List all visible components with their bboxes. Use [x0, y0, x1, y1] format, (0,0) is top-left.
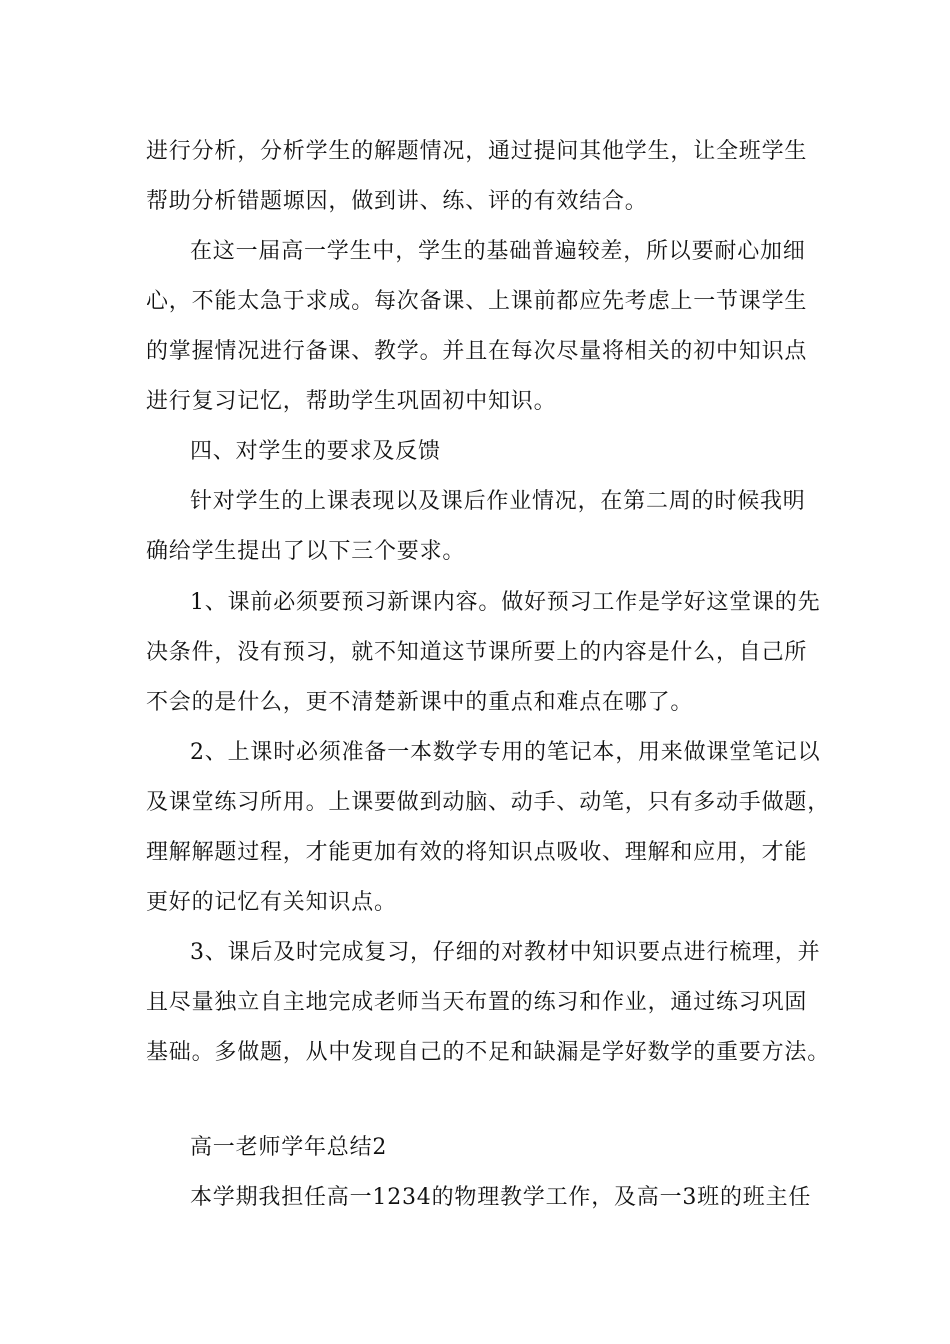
text-line: 帮助分析错题塬因，做到讲、练、评的有效结合。 — [146, 189, 648, 214]
paragraph-first-line: 本学期我担任高一1234的物理教学工作，及高一3班的班主任 — [190, 1185, 812, 1210]
list-item-3-line: 3、课后及时完成复习，仔细的对教材中知识要点进行梳理，并 — [190, 940, 821, 965]
text-line: 确给学生提出了以下三个要求。 — [146, 539, 466, 564]
paragraph-first-line: 在这一届高一学生中，学生的基础普遍较差，所以要耐心加细 — [190, 239, 806, 264]
text-line: 及课堂练习所用。上课要做到动脑、动手、动笔，只有多动手做题， — [146, 790, 831, 815]
text-line: 进行分析，分析学生的解题情况，通过提问其他学生，让全班学生 — [146, 139, 808, 164]
text-line: 的掌握情况进行备课、教学。并且在每次尽量将相关的初中知识点 — [146, 339, 808, 364]
text-line: 基础。多做题，从中发现自己的不足和缺漏是学好数学的重要方法。 — [146, 1040, 831, 1065]
section-heading: 四、对学生的要求及反馈 — [190, 439, 441, 464]
text-line: 更好的记忆有关知识点。 — [146, 890, 397, 915]
text-line: 不会的是什么，更不清楚新课中的重点和难点在哪了。 — [146, 690, 694, 715]
text-line: 理解解题过程，才能更加有效的将知识点吸收、理解和应用，才能 — [146, 840, 808, 865]
text-line: 心，不能太急于求成。每次备课、上课前都应先考虑上一节课学生 — [146, 289, 808, 314]
text-line: 决条件，没有预习，就不知道这节课所要上的内容是什么，自己所 — [146, 640, 808, 665]
text-line: 且尽量独立自主地完成老师当天布置的练习和作业，通过练习巩固 — [146, 990, 808, 1015]
paragraph-first-line: 针对学生的上课表现以及课后作业情况，在第二周的时候我明 — [190, 489, 806, 514]
text-line: 进行复习记忆，帮助学生巩固初中知识。 — [146, 389, 557, 414]
section-title: 高一老师学年总结2 — [190, 1135, 388, 1160]
list-item-1-line: 1、课前必须要预习新课内容。做好预习工作是学好这堂课的先 — [190, 590, 821, 615]
list-item-2-line: 2、上课时必须准备一本数学专用的笔记本，用来做课堂笔记以 — [190, 740, 821, 765]
